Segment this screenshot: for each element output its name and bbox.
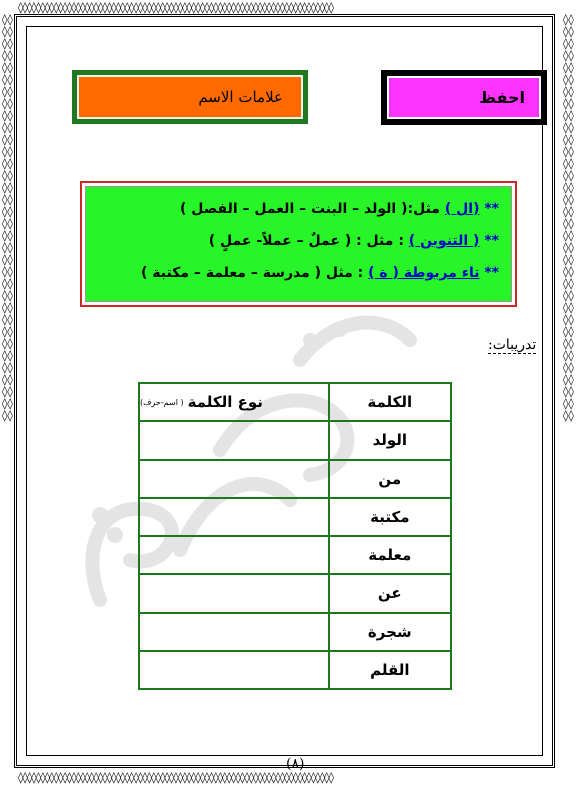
rule-item	[94, 257, 499, 289]
answer-cell[interactable]	[139, 651, 329, 689]
header-type-cell	[139, 383, 329, 421]
answer-cell[interactable]	[139, 574, 329, 612]
memorize-box	[381, 70, 547, 125]
table-row	[139, 613, 451, 651]
rule-examples: : مثل : ( عملٌ – عملاً- عملٍ )	[208, 233, 404, 249]
word-cell: الولد	[329, 421, 451, 459]
table-row	[139, 421, 451, 459]
lesson-title-box	[72, 70, 308, 124]
table-row	[139, 460, 451, 498]
answer-cell[interactable]	[139, 421, 329, 459]
word-cell: القلم	[329, 651, 451, 689]
header-type-hint: ( اسم-حرف)	[140, 397, 184, 407]
border-pattern-left: ◊◊◊◊◊◊◊◊◊◊◊◊◊◊◊◊◊◊◊◊◊◊◊◊◊◊◊◊◊◊◊◊◊◊◊◊◊◊◊◊◊◊◊◊◊◊◊◊◊◊◊◊◊◊◊◊◊◊◊◊◊◊◊◊◊◊◊◊	[2, 14, 13, 422]
rule-item	[94, 193, 499, 225]
rule-key: تاء مربوطة ( ة )	[368, 265, 480, 281]
table-row	[139, 498, 451, 536]
answer-cell[interactable]	[139, 613, 329, 651]
word-cell: معلمة	[329, 536, 451, 574]
rule-stars: **	[484, 233, 499, 249]
page-number: (٨)	[286, 756, 305, 772]
word-cell: شجرة	[329, 613, 451, 651]
word-cell: مكتبة	[329, 498, 451, 536]
table-row	[139, 651, 451, 689]
answer-cell[interactable]	[139, 460, 329, 498]
answer-cell[interactable]	[139, 536, 329, 574]
table-row	[139, 574, 451, 612]
rule-key: (ال )	[444, 201, 480, 217]
lesson-title: علامات الاسم	[198, 88, 283, 106]
word-cell: عن	[329, 574, 451, 612]
memorize-label: احفظ	[479, 88, 525, 107]
exercise-table	[138, 382, 452, 690]
rule-stars: **	[484, 201, 499, 217]
rule-examples: مثل:( الولد – البنت – العمل – الفصل )	[179, 201, 440, 217]
rule-item	[94, 225, 499, 257]
border-pattern-right: ◊◊◊◊◊◊◊◊◊◊◊◊◊◊◊◊◊◊◊◊◊◊◊◊◊◊◊◊◊◊◊◊◊◊◊◊◊◊◊◊◊◊◊◊◊◊◊◊◊◊◊◊◊◊◊◊◊◊◊◊◊◊◊◊◊◊◊◊	[563, 14, 574, 422]
border-pattern-top: ◊◊◊◊◊◊◊◊◊◊◊◊◊◊◊◊◊◊◊◊◊◊◊◊◊◊◊◊◊◊◊◊◊◊◊◊◊◊◊◊◊◊◊◊◊◊◊◊◊◊◊◊◊◊◊◊◊◊◊◊◊◊◊◊◊◊◊◊◊◊◊	[18, 2, 333, 14]
header-type-label: نوع الكلمة	[187, 393, 263, 412]
word-cell: من	[329, 460, 451, 498]
rule-examples: : مثل ( مدرسة – معلمة – مكتبة )	[141, 265, 364, 281]
answer-cell[interactable]	[139, 498, 329, 536]
table-row	[139, 536, 451, 574]
rule-key: ( التنوين )	[408, 233, 480, 249]
rules-box	[80, 181, 517, 307]
rule-stars: **	[484, 265, 499, 281]
header-word-cell: الكلمة	[329, 383, 451, 421]
border-pattern-bottom: ◊◊◊◊◊◊◊◊◊◊◊◊◊◊◊◊◊◊◊◊◊◊◊◊◊◊◊◊◊◊◊◊◊◊◊◊◊◊◊◊◊◊◊◊◊◊◊◊◊◊◊◊◊◊◊◊◊◊◊◊◊◊◊◊◊◊◊◊◊◊◊	[18, 772, 333, 784]
table-header-row	[139, 383, 451, 421]
exercises-heading: تدريبات:	[488, 337, 537, 353]
